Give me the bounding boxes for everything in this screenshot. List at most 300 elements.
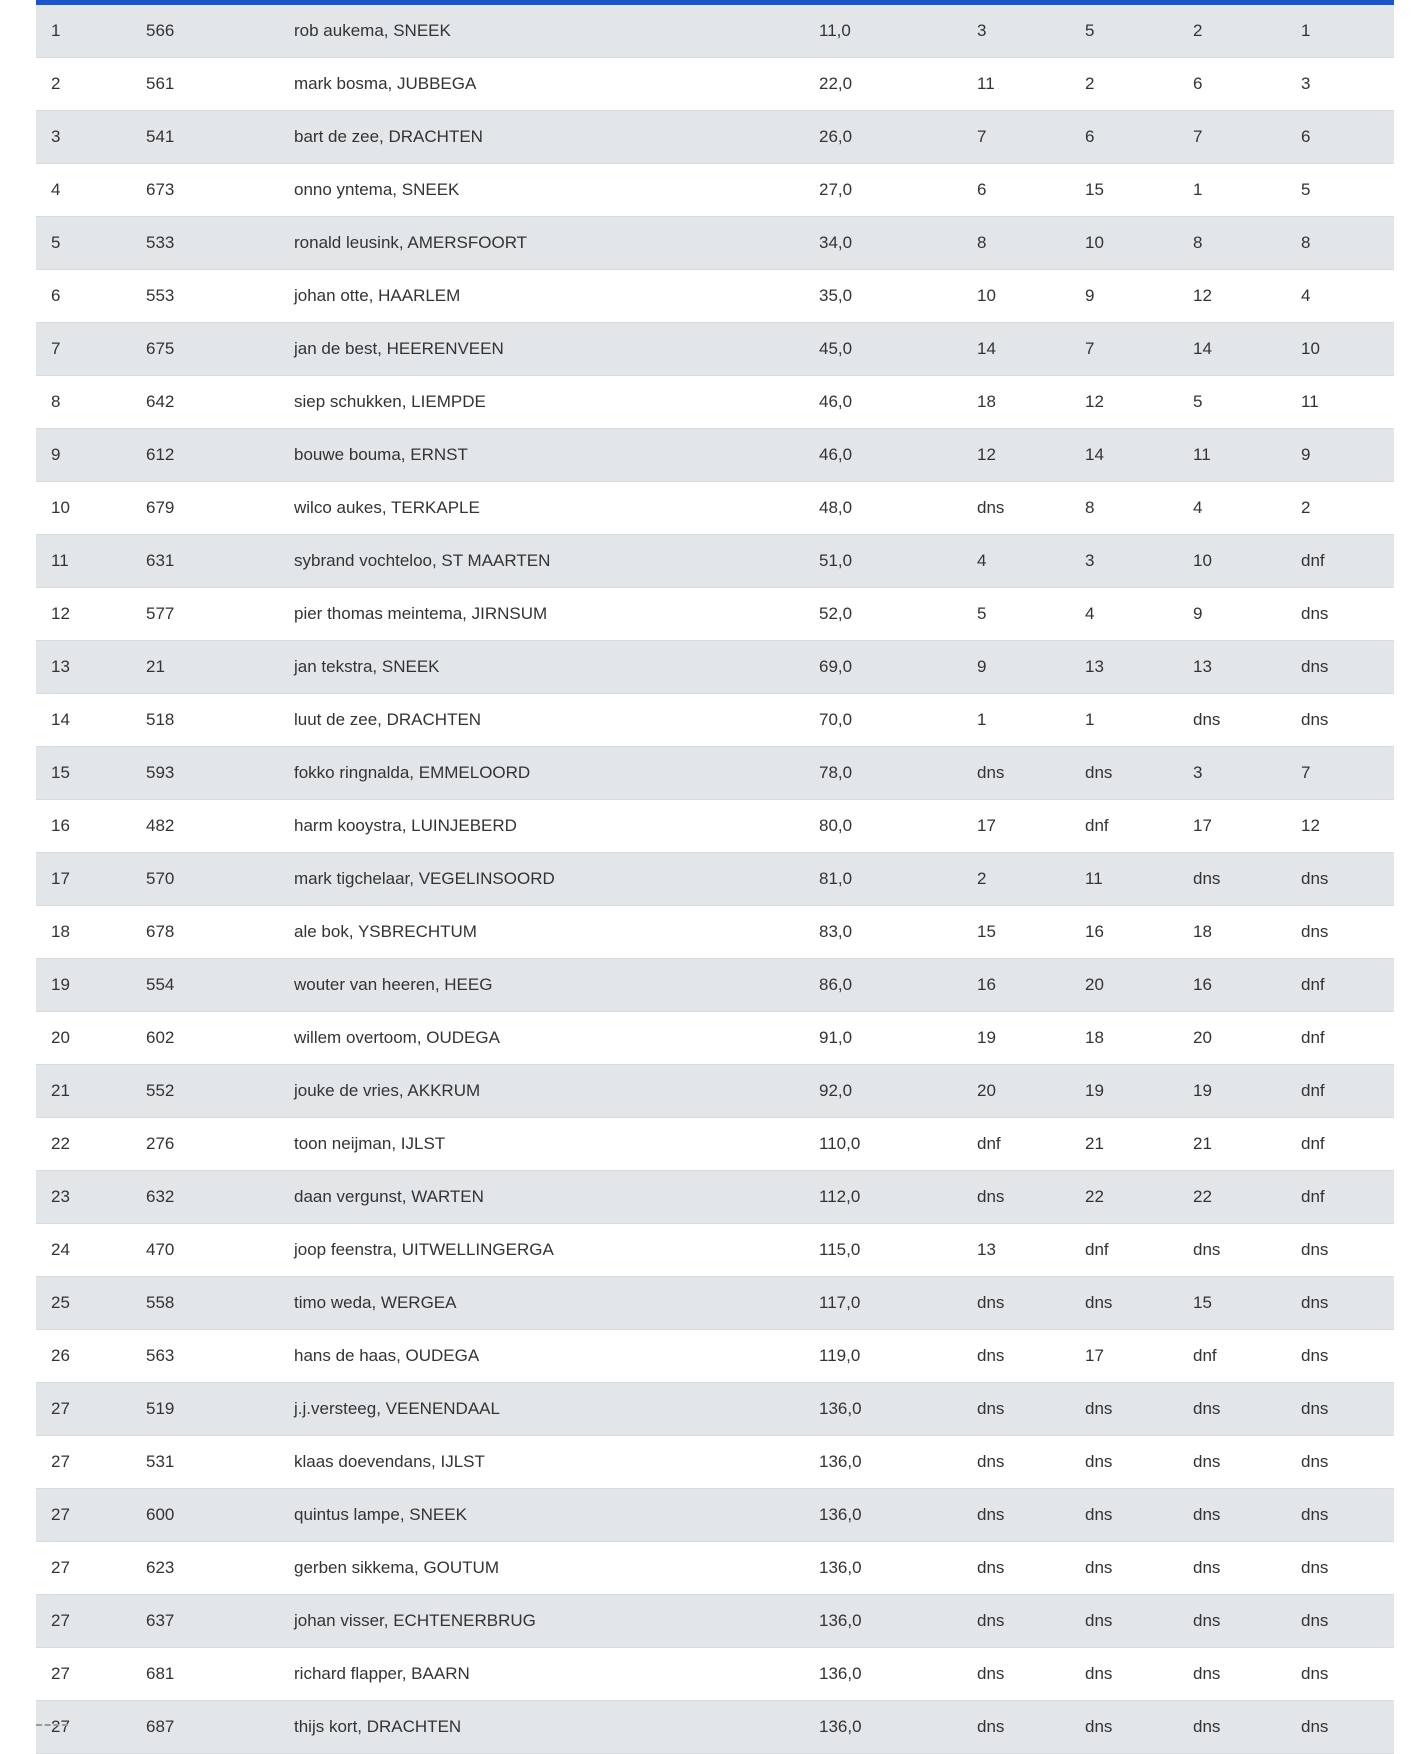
total-points-cell: 115,0: [804, 1224, 962, 1277]
rank-cell: 15: [36, 747, 131, 800]
rank-cell: 25: [36, 1277, 131, 1330]
sail-number-cell: 470: [131, 1224, 279, 1277]
race-3-cell: dns: [1178, 1648, 1286, 1701]
sailor-name-cell: harm kooystra, LUINJEBERD: [279, 800, 804, 853]
race-3-cell: 17: [1178, 800, 1286, 853]
total-points-cell: 117,0: [804, 1277, 962, 1330]
race-3-cell: 21: [1178, 1118, 1286, 1171]
race-1-cell: 5: [962, 588, 1070, 641]
race-1-cell: dns: [962, 1383, 1070, 1436]
rank-cell: 11: [36, 535, 131, 588]
rank-cell: 1: [36, 5, 131, 58]
race-4-cell: 10: [1286, 323, 1394, 376]
race-4-cell: dns: [1286, 1648, 1394, 1701]
race-3-cell: 13: [1178, 641, 1286, 694]
table-row: [36, 800, 1394, 853]
race-3-cell: dns: [1178, 1436, 1286, 1489]
sail-number-cell: 558: [131, 1277, 279, 1330]
race-1-cell: 6: [962, 164, 1070, 217]
race-2-cell: 4: [1070, 588, 1178, 641]
race-1-cell: dns: [962, 1542, 1070, 1595]
table-row: [36, 482, 1394, 535]
race-1-cell: 15: [962, 906, 1070, 959]
race-4-cell: 8: [1286, 217, 1394, 270]
race-3-cell: 6: [1178, 58, 1286, 111]
race-3-cell: dns: [1178, 1701, 1286, 1754]
race-3-cell: 11: [1178, 429, 1286, 482]
race-2-cell: dns: [1070, 1648, 1178, 1701]
table-row: [36, 853, 1394, 906]
race-2-cell: 17: [1070, 1330, 1178, 1383]
table-row: [36, 747, 1394, 800]
race-3-cell: 22: [1178, 1171, 1286, 1224]
table-row: [36, 376, 1394, 429]
sailor-name-cell: bart de zee, DRACHTEN: [279, 111, 804, 164]
race-4-cell: 1: [1286, 5, 1394, 58]
race-3-cell: dns: [1178, 1224, 1286, 1277]
sail-number-cell: 632: [131, 1171, 279, 1224]
sail-number-cell: 570: [131, 853, 279, 906]
race-2-cell: 20: [1070, 959, 1178, 1012]
rank-cell: 12: [36, 588, 131, 641]
table-row: [36, 1383, 1394, 1436]
rank-cell: 4: [36, 164, 131, 217]
sail-number-cell: 678: [131, 906, 279, 959]
race-1-cell: dns: [962, 1436, 1070, 1489]
race-4-cell: 7: [1286, 747, 1394, 800]
sail-number-cell: 553: [131, 270, 279, 323]
sailor-name-cell: pier thomas meintema, JIRNSUM: [279, 588, 804, 641]
race-3-cell: dns: [1178, 1595, 1286, 1648]
table-row: [36, 58, 1394, 111]
rank-cell: 13: [36, 641, 131, 694]
table-row: [36, 5, 1394, 58]
sailor-name-cell: siep schukken, LIEMPDE: [279, 376, 804, 429]
race-2-cell: dns: [1070, 1489, 1178, 1542]
sailor-name-cell: j.j.versteeg, VEENENDAAL: [279, 1383, 804, 1436]
race-3-cell: 8: [1178, 217, 1286, 270]
sail-number-cell: 623: [131, 1542, 279, 1595]
sail-number-cell: 673: [131, 164, 279, 217]
race-2-cell: 14: [1070, 429, 1178, 482]
sailor-name-cell: ale bok, YSBRECHTUM: [279, 906, 804, 959]
sail-number-cell: 687: [131, 1701, 279, 1754]
race-1-cell: dns: [962, 1701, 1070, 1754]
sail-number-cell: 637: [131, 1595, 279, 1648]
race-3-cell: dnf: [1178, 1330, 1286, 1383]
table-row: [36, 1118, 1394, 1171]
race-3-cell: 7: [1178, 111, 1286, 164]
table-row: [36, 641, 1394, 694]
sail-number-cell: 482: [131, 800, 279, 853]
total-points-cell: 136,0: [804, 1383, 962, 1436]
table-row: [36, 1436, 1394, 1489]
race-1-cell: dns: [962, 1489, 1070, 1542]
rank-cell: 27: [36, 1648, 131, 1701]
sail-number-cell: 21: [131, 641, 279, 694]
total-points-cell: 83,0: [804, 906, 962, 959]
page-cutoff-divider: [36, 1724, 68, 1728]
total-points-cell: 136,0: [804, 1701, 962, 1754]
race-4-cell: 5: [1286, 164, 1394, 217]
total-points-cell: 110,0: [804, 1118, 962, 1171]
sailor-name-cell: timo weda, WERGEA: [279, 1277, 804, 1330]
total-points-cell: 78,0: [804, 747, 962, 800]
sail-number-cell: 675: [131, 323, 279, 376]
race-1-cell: 12: [962, 429, 1070, 482]
race-3-cell: 18: [1178, 906, 1286, 959]
race-1-cell: 13: [962, 1224, 1070, 1277]
race-2-cell: 19: [1070, 1065, 1178, 1118]
sailor-name-cell: sybrand vochteloo, ST MAARTEN: [279, 535, 804, 588]
total-points-cell: 136,0: [804, 1595, 962, 1648]
table-row: [36, 588, 1394, 641]
sailor-name-cell: luut de zee, DRACHTEN: [279, 694, 804, 747]
total-points-cell: 22,0: [804, 58, 962, 111]
race-2-cell: 11: [1070, 853, 1178, 906]
race-2-cell: dns: [1070, 1277, 1178, 1330]
race-2-cell: dns: [1070, 1701, 1178, 1754]
sail-number-cell: 554: [131, 959, 279, 1012]
sail-number-cell: 681: [131, 1648, 279, 1701]
race-1-cell: 2: [962, 853, 1070, 906]
total-points-cell: 11,0: [804, 5, 962, 58]
rank-cell: 9: [36, 429, 131, 482]
race-1-cell: dns: [962, 482, 1070, 535]
race-4-cell: dns: [1286, 853, 1394, 906]
race-4-cell: dns: [1286, 694, 1394, 747]
total-points-cell: 46,0: [804, 429, 962, 482]
race-3-cell: dns: [1178, 694, 1286, 747]
sailor-name-cell: mark tigchelaar, VEGELINSOORD: [279, 853, 804, 906]
rank-cell: 21: [36, 1065, 131, 1118]
total-points-cell: 51,0: [804, 535, 962, 588]
total-points-cell: 112,0: [804, 1171, 962, 1224]
table-row: [36, 270, 1394, 323]
table-row: [36, 1065, 1394, 1118]
race-1-cell: dns: [962, 1595, 1070, 1648]
race-1-cell: dns: [962, 1330, 1070, 1383]
race-2-cell: 21: [1070, 1118, 1178, 1171]
sailor-name-cell: quintus lampe, SNEEK: [279, 1489, 804, 1542]
sailor-name-cell: jan de best, HEERENVEEN: [279, 323, 804, 376]
sail-number-cell: 631: [131, 535, 279, 588]
sailor-name-cell: onno yntema, SNEEK: [279, 164, 804, 217]
sail-number-cell: 541: [131, 111, 279, 164]
race-4-cell: dnf: [1286, 959, 1394, 1012]
total-points-cell: 119,0: [804, 1330, 962, 1383]
sail-number-cell: 519: [131, 1383, 279, 1436]
race-2-cell: 13: [1070, 641, 1178, 694]
race-1-cell: 14: [962, 323, 1070, 376]
table-row: [36, 217, 1394, 270]
rank-cell: 27: [36, 1489, 131, 1542]
sailor-name-cell: joop feenstra, UITWELLINGERGA: [279, 1224, 804, 1277]
race-4-cell: dns: [1286, 1701, 1394, 1754]
race-1-cell: dnf: [962, 1118, 1070, 1171]
rank-cell: 17: [36, 853, 131, 906]
race-2-cell: 12: [1070, 376, 1178, 429]
table-row: [36, 959, 1394, 1012]
table-row: [36, 694, 1394, 747]
race-2-cell: 15: [1070, 164, 1178, 217]
total-points-cell: 70,0: [804, 694, 962, 747]
race-2-cell: dns: [1070, 747, 1178, 800]
sail-number-cell: 577: [131, 588, 279, 641]
sail-number-cell: 600: [131, 1489, 279, 1542]
results-table: [36, 5, 1394, 1754]
results-table-container: [36, 0, 1394, 1754]
sailor-name-cell: willem overtoom, OUDEGA: [279, 1012, 804, 1065]
table-row: [36, 1171, 1394, 1224]
race-2-cell: dns: [1070, 1436, 1178, 1489]
rank-cell: 3: [36, 111, 131, 164]
table-row: [36, 906, 1394, 959]
rank-cell: 26: [36, 1330, 131, 1383]
race-2-cell: 9: [1070, 270, 1178, 323]
total-points-cell: 80,0: [804, 800, 962, 853]
race-3-cell: dns: [1178, 1542, 1286, 1595]
total-points-cell: 45,0: [804, 323, 962, 376]
sailor-name-cell: fokko ringnalda, EMMELOORD: [279, 747, 804, 800]
race-4-cell: dnf: [1286, 1012, 1394, 1065]
table-row: [36, 429, 1394, 482]
race-3-cell: 20: [1178, 1012, 1286, 1065]
rank-cell: 22: [36, 1118, 131, 1171]
race-3-cell: 14: [1178, 323, 1286, 376]
race-2-cell: 1: [1070, 694, 1178, 747]
sail-number-cell: 612: [131, 429, 279, 482]
race-2-cell: 3: [1070, 535, 1178, 588]
total-points-cell: 136,0: [804, 1542, 962, 1595]
race-1-cell: 4: [962, 535, 1070, 588]
sailor-name-cell: johan visser, ECHTENERBRUG: [279, 1595, 804, 1648]
rank-cell: 19: [36, 959, 131, 1012]
race-1-cell: 3: [962, 5, 1070, 58]
sailor-name-cell: ronald leusink, AMERSFOORT: [279, 217, 804, 270]
race-4-cell: 11: [1286, 376, 1394, 429]
race-4-cell: dns: [1286, 1224, 1394, 1277]
race-1-cell: 17: [962, 800, 1070, 853]
sail-number-cell: 566: [131, 5, 279, 58]
race-4-cell: dnf: [1286, 535, 1394, 588]
race-4-cell: dns: [1286, 1489, 1394, 1542]
table-row: [36, 323, 1394, 376]
race-1-cell: 19: [962, 1012, 1070, 1065]
race-3-cell: 1: [1178, 164, 1286, 217]
race-4-cell: dns: [1286, 1542, 1394, 1595]
rank-cell: 14: [36, 694, 131, 747]
race-2-cell: 18: [1070, 1012, 1178, 1065]
race-3-cell: 12: [1178, 270, 1286, 323]
race-4-cell: 9: [1286, 429, 1394, 482]
sailor-name-cell: wouter van heeren, HEEG: [279, 959, 804, 1012]
rank-cell: 5: [36, 217, 131, 270]
race-2-cell: 6: [1070, 111, 1178, 164]
race-2-cell: 10: [1070, 217, 1178, 270]
rank-cell: 16: [36, 800, 131, 853]
rank-cell: 23: [36, 1171, 131, 1224]
race-1-cell: dns: [962, 1648, 1070, 1701]
race-2-cell: dns: [1070, 1542, 1178, 1595]
sail-number-cell: 552: [131, 1065, 279, 1118]
table-row: [36, 1595, 1394, 1648]
race-3-cell: dns: [1178, 1489, 1286, 1542]
race-1-cell: 7: [962, 111, 1070, 164]
race-1-cell: dns: [962, 1277, 1070, 1330]
table-row: [36, 111, 1394, 164]
sailor-name-cell: mark bosma, JUBBEGA: [279, 58, 804, 111]
sailor-name-cell: wilco aukes, TERKAPLE: [279, 482, 804, 535]
rank-cell: 2: [36, 58, 131, 111]
race-4-cell: 3: [1286, 58, 1394, 111]
total-points-cell: 136,0: [804, 1489, 962, 1542]
race-1-cell: 11: [962, 58, 1070, 111]
race-4-cell: dns: [1286, 641, 1394, 694]
race-2-cell: 5: [1070, 5, 1178, 58]
sail-number-cell: 518: [131, 694, 279, 747]
race-4-cell: dns: [1286, 1436, 1394, 1489]
race-4-cell: 4: [1286, 270, 1394, 323]
table-row: [36, 1277, 1394, 1330]
total-points-cell: 81,0: [804, 853, 962, 906]
sailor-name-cell: bouwe bouma, ERNST: [279, 429, 804, 482]
total-points-cell: 34,0: [804, 217, 962, 270]
race-4-cell: dnf: [1286, 1118, 1394, 1171]
race-2-cell: 16: [1070, 906, 1178, 959]
sailor-name-cell: rob aukema, SNEEK: [279, 5, 804, 58]
race-2-cell: dns: [1070, 1595, 1178, 1648]
race-1-cell: 8: [962, 217, 1070, 270]
rank-cell: 27: [36, 1595, 131, 1648]
total-points-cell: 52,0: [804, 588, 962, 641]
race-3-cell: 4: [1178, 482, 1286, 535]
sailor-name-cell: richard flapper, BAARN: [279, 1648, 804, 1701]
sail-number-cell: 533: [131, 217, 279, 270]
race-1-cell: 20: [962, 1065, 1070, 1118]
sailor-name-cell: daan vergunst, WARTEN: [279, 1171, 804, 1224]
sail-number-cell: 531: [131, 1436, 279, 1489]
sail-number-cell: 602: [131, 1012, 279, 1065]
total-points-cell: 86,0: [804, 959, 962, 1012]
sailor-name-cell: jouke de vries, AKKRUM: [279, 1065, 804, 1118]
rank-cell: 27: [36, 1383, 131, 1436]
race-2-cell: 7: [1070, 323, 1178, 376]
sail-number-cell: 679: [131, 482, 279, 535]
sailor-name-cell: johan otte, HAARLEM: [279, 270, 804, 323]
sail-number-cell: 593: [131, 747, 279, 800]
race-3-cell: 16: [1178, 959, 1286, 1012]
race-2-cell: 22: [1070, 1171, 1178, 1224]
rank-cell: 27: [36, 1701, 131, 1754]
race-4-cell: dns: [1286, 588, 1394, 641]
total-points-cell: 69,0: [804, 641, 962, 694]
rank-cell: 18: [36, 906, 131, 959]
rank-cell: 27: [36, 1436, 131, 1489]
total-points-cell: 27,0: [804, 164, 962, 217]
sailor-name-cell: toon neijman, IJLST: [279, 1118, 804, 1171]
race-3-cell: 15: [1178, 1277, 1286, 1330]
race-4-cell: 2: [1286, 482, 1394, 535]
race-2-cell: dnf: [1070, 1224, 1178, 1277]
sailor-name-cell: hans de haas, OUDEGA: [279, 1330, 804, 1383]
race-2-cell: 8: [1070, 482, 1178, 535]
race-3-cell: 3: [1178, 747, 1286, 800]
table-row: [36, 1489, 1394, 1542]
rank-cell: 24: [36, 1224, 131, 1277]
table-row: [36, 1224, 1394, 1277]
total-points-cell: 136,0: [804, 1436, 962, 1489]
race-2-cell: 2: [1070, 58, 1178, 111]
rank-cell: 6: [36, 270, 131, 323]
race-2-cell: dnf: [1070, 800, 1178, 853]
race-1-cell: 16: [962, 959, 1070, 1012]
sail-number-cell: 642: [131, 376, 279, 429]
race-3-cell: 19: [1178, 1065, 1286, 1118]
rank-cell: 7: [36, 323, 131, 376]
total-points-cell: 91,0: [804, 1012, 962, 1065]
race-4-cell: 12: [1286, 800, 1394, 853]
table-row: [36, 1648, 1394, 1701]
results-body: [36, 5, 1394, 1754]
rank-cell: 8: [36, 376, 131, 429]
race-4-cell: dnf: [1286, 1065, 1394, 1118]
race-4-cell: dns: [1286, 1595, 1394, 1648]
total-points-cell: 92,0: [804, 1065, 962, 1118]
table-row: [36, 1012, 1394, 1065]
race-1-cell: 9: [962, 641, 1070, 694]
race-3-cell: dns: [1178, 1383, 1286, 1436]
table-row: [36, 1330, 1394, 1383]
race-3-cell: 2: [1178, 5, 1286, 58]
table-row: [36, 1542, 1394, 1595]
rank-cell: 20: [36, 1012, 131, 1065]
total-points-cell: 26,0: [804, 111, 962, 164]
sailor-name-cell: gerben sikkema, GOUTUM: [279, 1542, 804, 1595]
total-points-cell: 46,0: [804, 376, 962, 429]
race-4-cell: dnf: [1286, 1171, 1394, 1224]
race-4-cell: 6: [1286, 111, 1394, 164]
sailor-name-cell: jan tekstra, SNEEK: [279, 641, 804, 694]
table-row: [36, 535, 1394, 588]
total-points-cell: 48,0: [804, 482, 962, 535]
table-row: [36, 1701, 1394, 1754]
race-1-cell: 18: [962, 376, 1070, 429]
total-points-cell: 136,0: [804, 1648, 962, 1701]
rank-cell: 27: [36, 1542, 131, 1595]
sail-number-cell: 563: [131, 1330, 279, 1383]
race-1-cell: dns: [962, 747, 1070, 800]
rank-cell: 10: [36, 482, 131, 535]
race-1-cell: 10: [962, 270, 1070, 323]
table-row: [36, 164, 1394, 217]
race-3-cell: 5: [1178, 376, 1286, 429]
race-4-cell: dns: [1286, 906, 1394, 959]
race-4-cell: dns: [1286, 1383, 1394, 1436]
race-2-cell: dns: [1070, 1383, 1178, 1436]
race-3-cell: 9: [1178, 588, 1286, 641]
sailor-name-cell: thijs kort, DRACHTEN: [279, 1701, 804, 1754]
sail-number-cell: 561: [131, 58, 279, 111]
race-4-cell: dns: [1286, 1277, 1394, 1330]
race-3-cell: dns: [1178, 853, 1286, 906]
race-1-cell: dns: [962, 1171, 1070, 1224]
sail-number-cell: 276: [131, 1118, 279, 1171]
sailor-name-cell: klaas doevendans, IJLST: [279, 1436, 804, 1489]
race-3-cell: 10: [1178, 535, 1286, 588]
total-points-cell: 35,0: [804, 270, 962, 323]
race-4-cell: dns: [1286, 1330, 1394, 1383]
